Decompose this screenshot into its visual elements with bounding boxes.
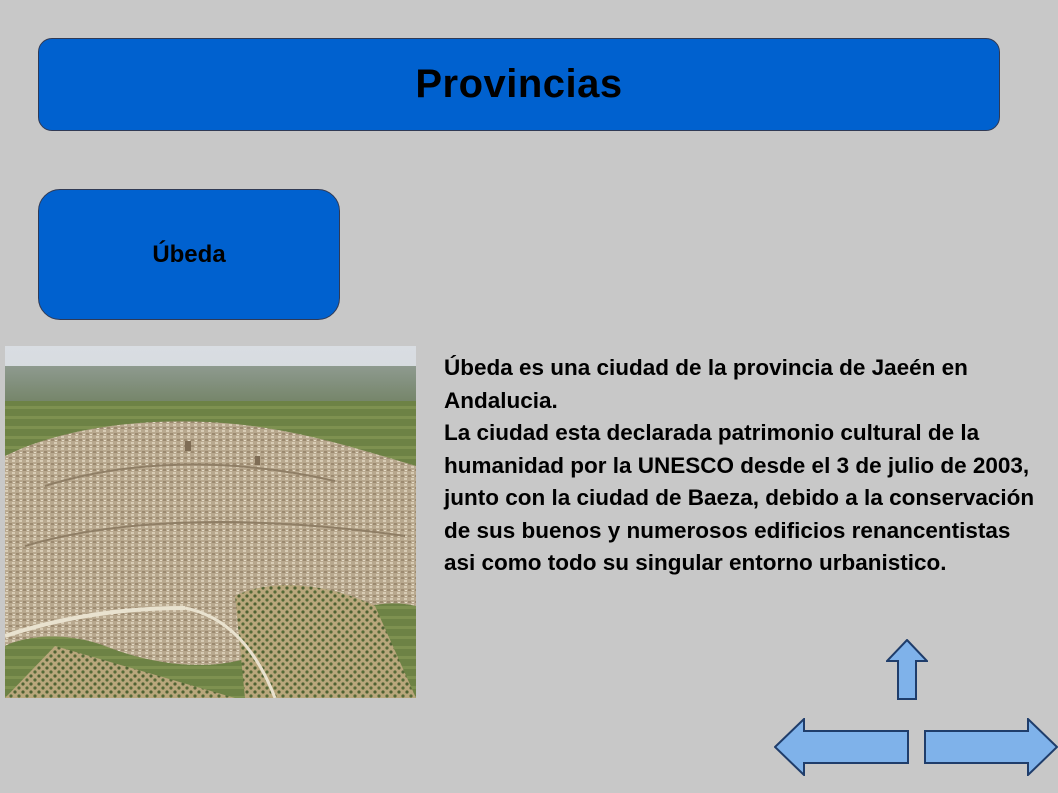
city-description: [444, 352, 1044, 580]
aerial-city-photo: [5, 346, 416, 698]
arrow-up-icon[interactable]: [886, 639, 928, 701]
description-paragraph-2: La ciudad esta declarada patrimonio cultural de la humanidad por la UNESCO desde el 3 de julio de 2003, junto con la ciudad de Baeza, debido a la conservación de sus buenos y numerosos edificios renancentistas asi como todo su singular entorno urbanistico.: [444, 420, 1035, 575]
city-label-box: [38, 189, 340, 320]
arrow-right-icon[interactable]: [924, 718, 1058, 776]
city-name: Úbeda: [152, 240, 226, 268]
title-banner: [38, 38, 1000, 131]
page-title: Provincias: [415, 62, 623, 106]
arrow-left-icon[interactable]: [774, 718, 910, 776]
description-paragraph-1: Úbeda es una ciudad de la provincia de Jaeén en Andalucia.: [444, 355, 968, 413]
